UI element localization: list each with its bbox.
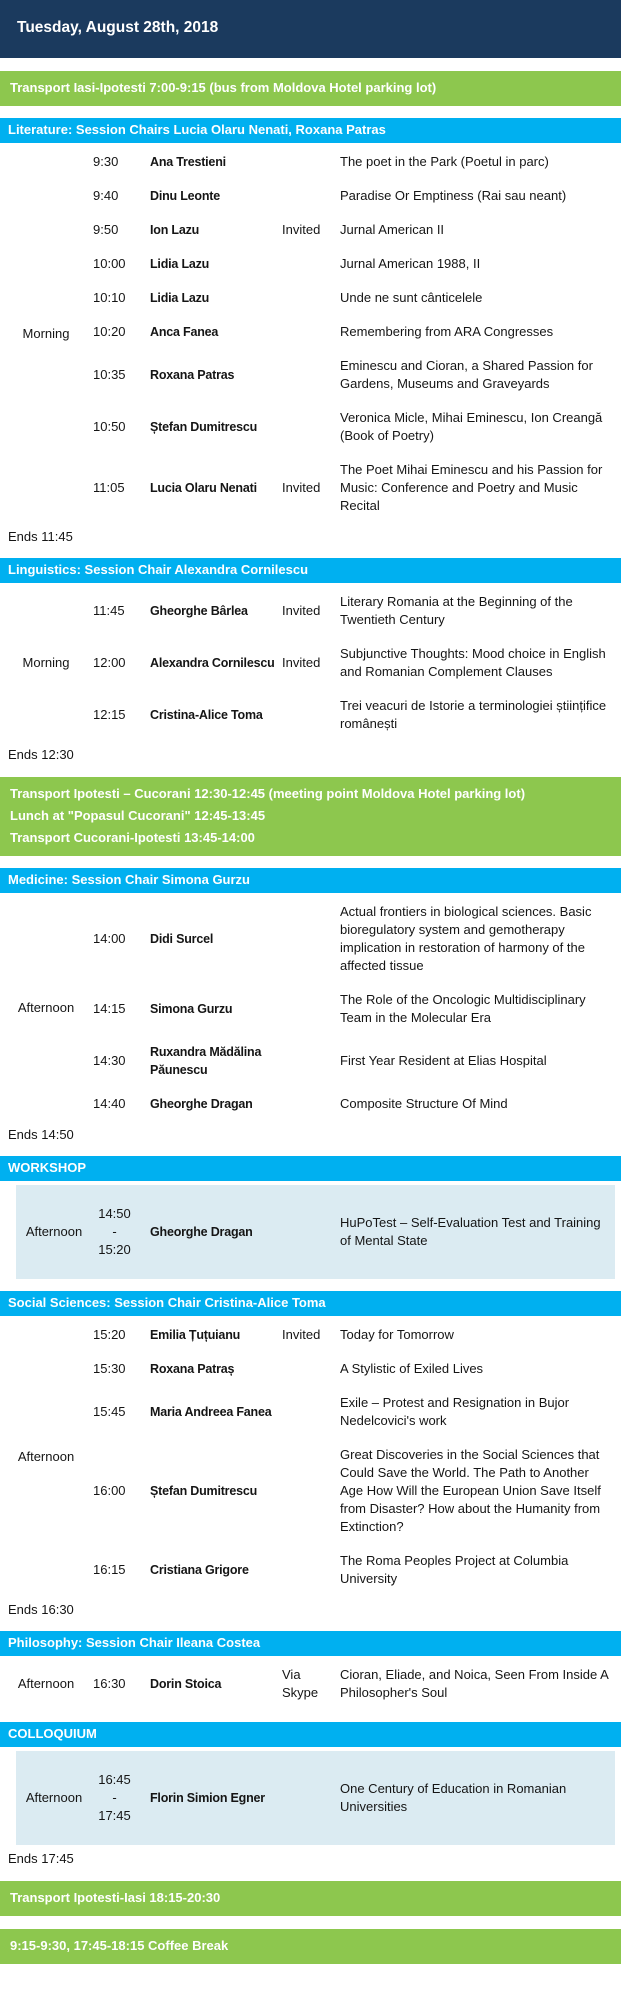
schedule-table (0, 1658, 621, 1710)
banner-line: 9:15-9:30, 17:45-18:15 Coffee Break (10, 1938, 229, 1953)
time-cell: 11:45 (93, 603, 125, 618)
time-cell: 16:15 (93, 1562, 126, 1577)
ends-label: Ends 16:30 (8, 1602, 74, 1617)
title-cell: Cioran, Eliade, and Noica, Seen From Inside A Philosopher's Soul (340, 1667, 609, 1700)
name-cell: Ștefan Dumitrescu (150, 1484, 258, 1498)
name-cell: Lidia Lazu (150, 257, 210, 271)
time-cell: 12:15 (93, 707, 126, 722)
name-cell: Gheorghe Bârlea (150, 604, 248, 618)
schedule-row (92, 281, 621, 315)
schedule (0, 71, 621, 1964)
title-cell: Remembering from ARA Congresses (340, 324, 554, 339)
time-cell: 9:40 (93, 188, 119, 203)
schedule-row (92, 349, 621, 401)
period-label: Afternoon (25, 1224, 83, 1239)
highlight-block (16, 1185, 615, 1279)
time-cell: 10:20 (93, 324, 126, 339)
title-cell: First Year Resident at Elias Hospital (340, 1053, 547, 1068)
schedule-row (92, 1352, 621, 1386)
name-cell: Florin Simion Egner (150, 1791, 265, 1805)
time-cell: 10:50 (93, 419, 126, 434)
name-cell: Didi Surcel (150, 932, 214, 946)
transport-banner (0, 1929, 621, 1964)
name-cell: Dinu Leonte (150, 189, 221, 203)
title-cell: Subjunctive Thoughts: Mood choice in English and Romanian Complement Clauses (340, 646, 606, 679)
title-cell: The poet in the Park (Poetul in parc) (340, 154, 549, 169)
title-cell: One Century of Education in Romanian Universities (340, 1781, 567, 1814)
transport-banner (0, 71, 621, 106)
time-cell: 11:05 (93, 480, 125, 495)
schedule-table (16, 1185, 615, 1279)
schedule-row (92, 637, 621, 689)
time-cell: 9:30 (93, 154, 119, 169)
time-cell: 10:35 (93, 367, 126, 382)
schedule-row (92, 179, 621, 213)
title-cell: A Stylistic of Exiled Lives (340, 1361, 484, 1376)
time-cell: 16:30 (93, 1676, 126, 1691)
name-cell: Lidia Lazu (150, 291, 210, 305)
title-cell: Jurnal American 1988, II (340, 256, 481, 271)
note-cell: Invited (282, 603, 321, 618)
session-header: Medicine: Session Chair Simona Gurzu (0, 868, 621, 893)
schedule-table (0, 1318, 621, 1596)
ends-label: Ends 14:50 (8, 1127, 74, 1142)
time-cell: 15:30 (93, 1361, 126, 1376)
schedule-row (92, 1438, 621, 1544)
schedule-row (92, 453, 621, 523)
time-cell: 9:50 (93, 222, 119, 237)
time-line: 14:50 (98, 1206, 131, 1221)
period-label: Afternoon (17, 1676, 75, 1691)
schedule-row (92, 213, 621, 247)
period-label: Afternoon (17, 1449, 75, 1464)
title-cell: The Roma Peoples Project at Columbia University (340, 1553, 569, 1586)
title-cell: HuPoTest – Self-Evaluation Test and Training of Mental State (340, 1215, 601, 1248)
time-cell: 14:30 (93, 1053, 126, 1068)
title-cell: Actual frontiers in biological sciences. Basic bioregulatory system and gemotherapy implication in restoration of harmony of the affected tissue (340, 904, 592, 973)
title-cell: Eminescu and Cioran, a Shared Passion for Gardens, Museums and Graveyards (340, 358, 593, 391)
time-cell: 16:00 (93, 1483, 126, 1498)
name-cell: Ana Trestieni (150, 155, 226, 169)
ends-label: Ends 11:45 (8, 529, 73, 544)
schedule-row (92, 895, 621, 983)
schedule-row (92, 1751, 615, 1845)
time-cell: 10:10 (93, 290, 126, 305)
schedule-row (92, 1035, 621, 1087)
time-cell: 14:40 (93, 1096, 126, 1111)
date-title: Tuesday, August 28th, 2018 (17, 19, 219, 36)
table-rows (92, 1751, 615, 1845)
time-line: 17:45 (98, 1808, 131, 1823)
name-cell: Roxana Patraș (150, 1362, 235, 1376)
time-cell: 10:00 (93, 256, 126, 271)
note-cell: Via Skype (282, 1667, 319, 1700)
note-cell: Invited (282, 222, 321, 237)
schedule-row (92, 315, 621, 349)
title-cell: Great Discoveries in the Social Sciences that Could Save the World. The Path to Another Age How Will the European Union Save Itself from Disaster? How about the Humanity from Extinction? (340, 1447, 601, 1534)
title-cell: The Poet Mihai Eminescu and his Passion for Music: Conference and Poetry and Music Recital (340, 462, 603, 513)
transport-banner (0, 777, 621, 856)
schedule-row (92, 983, 621, 1035)
session-header: WORKSHOP (0, 1156, 621, 1181)
schedule-row (92, 1087, 621, 1121)
title-cell: The Role of the Oncologic Multidisciplinary Team in the Molecular Era (340, 992, 586, 1025)
session-header: COLLOQUIUM (0, 1722, 621, 1747)
table-rows (92, 895, 621, 1121)
table-rows (92, 1318, 621, 1596)
name-cell: Cristina-Alice Toma (150, 708, 263, 722)
schedule-table (0, 145, 621, 523)
name-cell: Dorin Stoica (150, 1677, 222, 1691)
name-cell: Ion Lazu (150, 223, 200, 237)
title-cell: Paradise Or Emptiness (Rai sau neant) (340, 188, 567, 203)
time-cell: 12:00 (93, 655, 126, 670)
table-rows (92, 585, 621, 741)
schedule-row (92, 1544, 621, 1596)
transport-banner (0, 1881, 621, 1916)
session-header: Linguistics: Session Chair Alexandra Cornilescu (0, 558, 621, 583)
name-cell: Gheorghe Dragan (150, 1225, 253, 1239)
schedule-row (92, 401, 621, 453)
time-cell: 15:20 (93, 1327, 126, 1342)
note-cell: Invited (282, 655, 321, 670)
schedule-table (16, 1751, 615, 1845)
schedule-table (0, 895, 621, 1121)
schedule-table (0, 585, 621, 741)
name-cell: Anca Fanea (150, 325, 219, 339)
schedule-row (92, 145, 621, 179)
banner-line: Transport Ipotesti-Iasi 18:15-20:30 (10, 1890, 221, 1905)
ends-label: Ends 12:30 (8, 747, 74, 762)
highlight-block (16, 1751, 615, 1845)
ends-label: Ends 17:45 (8, 1851, 74, 1866)
time-cell: 15:45 (93, 1404, 126, 1419)
name-cell: Cristiana Grigore (150, 1563, 249, 1577)
session-header: Philosophy: Session Chair Ileana Costea (0, 1631, 621, 1656)
schedule-row (92, 1185, 615, 1279)
name-cell: Maria Andreea Fanea (150, 1405, 272, 1419)
name-cell: Lucia Olaru Nenati (150, 481, 257, 495)
table-rows (92, 1185, 615, 1279)
title-cell: Unde ne sunt cânticelele (340, 290, 483, 305)
period-label: Morning (22, 326, 70, 341)
period-label: Afternoon (17, 1000, 75, 1015)
name-cell: Simona Gurzu (150, 1002, 233, 1016)
banner-line: Transport Iasi-Ipotesti 7:00-9:15 (bus from Moldova Hotel parking lot) (10, 80, 437, 95)
schedule-row (92, 1318, 621, 1352)
banner-line: Lunch at "Popasul Cucorani" 12:45-13:45 (10, 808, 266, 823)
schedule-row (92, 1386, 621, 1438)
table-rows (92, 145, 621, 523)
title-cell: Today for Tomorrow (340, 1327, 454, 1342)
time-cell: 14:15 (93, 1001, 126, 1016)
title-cell: Literary Romania at the Beginning of the Twentieth Century (340, 594, 573, 627)
title-cell: Jurnal American II (340, 222, 445, 237)
schedule-row (92, 1658, 621, 1710)
name-cell: Ruxandra Mădălina Păunescu (150, 1045, 262, 1077)
time-line: - (112, 1224, 117, 1239)
banner-line: Transport Cucorani-Ipotesti 13:45-14:00 (10, 830, 255, 845)
name-cell: Roxana Patras (150, 368, 235, 382)
note-cell: Invited (282, 480, 321, 495)
schedule-row (92, 689, 621, 741)
time-cell: 14:00 (93, 931, 126, 946)
time-cell (92, 1771, 150, 1825)
title-cell: Veronica Micle, Mihai Eminescu, Ion Creangă (Book of Poetry) (340, 410, 603, 443)
schedule-row (92, 585, 621, 637)
name-cell: Ștefan Dumitrescu (150, 420, 258, 434)
time-cell (92, 1205, 150, 1259)
name-cell: Emilia Țuțuianu (150, 1328, 241, 1342)
table-rows (92, 1658, 621, 1710)
period-label: Morning (22, 655, 70, 670)
banner-line: Transport Ipotesti – Cucorani 12:30-12:45 (meeting point Moldova Hotel parking lot) (10, 786, 526, 801)
session-header: Social Sciences: Session Chair Cristina-Alice Toma (0, 1291, 621, 1316)
time-line: - (112, 1790, 117, 1805)
time-line: 16:45 (98, 1772, 131, 1787)
date-header (0, 0, 621, 58)
period-label: Afternoon (25, 1790, 83, 1805)
session-header: Literature: Session Chairs Lucia Olaru Nenati, Roxana Patras (0, 118, 621, 143)
title-cell: Exile – Protest and Resignation in Bujor Nedelcovici's work (340, 1395, 570, 1428)
note-cell: Invited (282, 1327, 321, 1342)
name-cell: Alexandra Cornilescu (150, 656, 275, 670)
title-cell: Composite Structure Of Mind (340, 1096, 508, 1111)
name-cell: Gheorghe Dragan (150, 1097, 253, 1111)
time-line: 15:20 (98, 1242, 131, 1257)
schedule-row (92, 247, 621, 281)
title-cell: Trei veacuri de Istorie a terminologiei științifice românești (340, 698, 607, 731)
